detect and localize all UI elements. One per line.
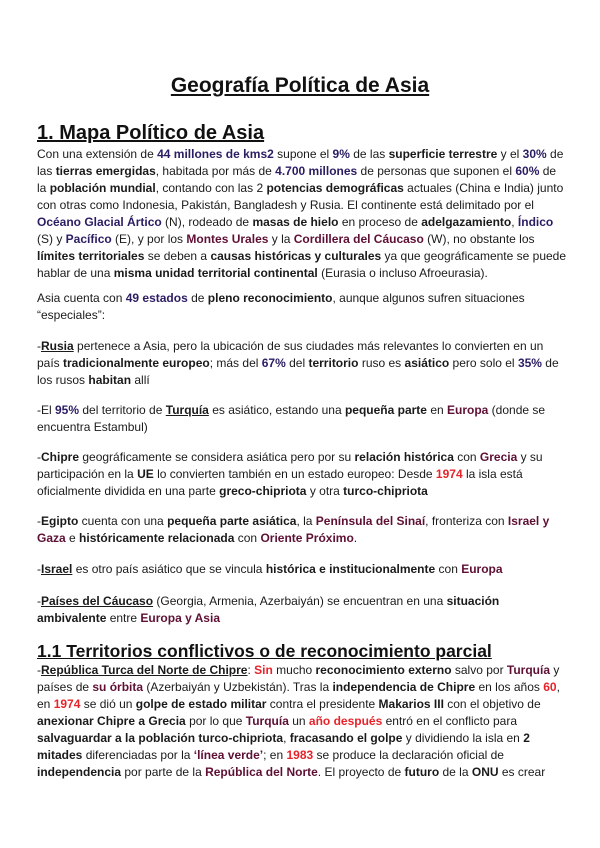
text-run: . El proyecto de <box>317 765 405 779</box>
text-run: 95% <box>55 403 80 417</box>
text-run: tradicionalmente europeo <box>63 356 210 370</box>
paragraph-estados <box>37 290 567 324</box>
text-run: 67% <box>261 356 286 370</box>
text-run: Países del Cáucaso <box>41 594 154 608</box>
text-run: en los años <box>475 680 544 694</box>
text-run: Rusia <box>41 339 74 353</box>
text-run: de los rusos <box>37 356 559 387</box>
text-run: Asia cuenta con <box>37 291 126 305</box>
text-run: en proceso de <box>338 215 422 229</box>
paragraph-rusia <box>37 338 567 389</box>
text-run: (W), no obstante los <box>423 232 535 246</box>
text-run: cuenta con una <box>78 514 168 528</box>
text-run: y dividiendo la isla en <box>402 731 524 745</box>
text-run: la isla está oficialmente dividida en una parte <box>37 467 523 498</box>
text-run: Grecia <box>479 450 518 464</box>
text-run: , habitada por más de <box>155 164 276 178</box>
text-run: (Azerbaiyán y Uzbekistán). Tras la <box>143 680 333 694</box>
text-run: es otro país asiático que se vincula <box>72 562 266 576</box>
text-run: límites territoriales <box>37 249 145 263</box>
text-run: República Turca del Norte de Chipre <box>41 663 248 677</box>
paragraph-caucaso <box>37 593 567 627</box>
text-run: 49 estados <box>125 291 188 305</box>
text-run: causas históricas y culturales <box>210 249 382 263</box>
text-run: (donde se encuentra Estambul) <box>37 403 546 434</box>
text-run: pertenece a Asia, pero la ubicación de sus ciudades más relevantes lo convierten en un país <box>37 339 544 370</box>
text-run: turco-chipriota <box>343 484 428 498</box>
text-run: un <box>288 714 309 728</box>
text-run: , fronteriza con <box>425 514 508 528</box>
text-run: de <box>187 291 208 305</box>
text-run: históricamente relacionada <box>79 531 235 545</box>
text-run: (N), rodeado de <box>161 215 253 229</box>
text-run: potencias demográficas <box>266 181 404 195</box>
paragraph-israel <box>37 561 567 578</box>
text-run: Cordillera del Cáucaso <box>293 232 424 246</box>
text-run: fracasando el golpe <box>289 731 403 745</box>
text-run: 60% <box>515 164 540 178</box>
paragraph-turquia <box>37 402 567 436</box>
paragraph-egipto <box>37 513 567 547</box>
text-run: (S) y <box>37 232 66 246</box>
text-run: misma unidad territorial continental <box>113 266 318 280</box>
text-run: salvaguardar a la población turco-chipriota <box>37 731 284 745</box>
text-run: greco-chipriota <box>219 484 307 498</box>
text-run: (Eurasia o incluso Afroeurasia). <box>317 266 488 280</box>
text-run: , aunque algunos sufren situaciones “especiales”: <box>37 291 525 322</box>
text-run: relación histórica <box>354 450 454 464</box>
text-run: 60 <box>543 680 557 694</box>
text-run: y otra <box>306 484 344 498</box>
text-run: , contando con las 2 <box>155 181 267 195</box>
text-run: Oriente Próximo <box>260 531 354 545</box>
text-run: 4.700 millones <box>275 164 358 178</box>
text-run: y países de <box>37 663 560 694</box>
text-run: Israel <box>41 562 73 576</box>
text-run: -El <box>37 403 55 417</box>
text-run: de las <box>37 147 564 178</box>
text-run: e <box>65 531 80 545</box>
text-run: 2 mitades <box>37 731 530 762</box>
text-run: salvo por <box>451 663 507 677</box>
text-run: habitan <box>88 373 132 387</box>
text-run: y la <box>268 232 294 246</box>
text-run: - <box>37 594 41 608</box>
text-run: reconocimiento externo <box>315 663 452 677</box>
text-run: contra el presidente <box>266 697 379 711</box>
text-run: Sin <box>254 663 273 677</box>
text-run: se deben a <box>144 249 211 263</box>
text-run: masas de hielo <box>252 215 339 229</box>
text-run: , en <box>37 680 560 711</box>
text-run: 44 millones de kms2 <box>157 147 274 161</box>
text-run: población mundial <box>49 181 156 195</box>
text-run: Europa <box>461 562 503 576</box>
text-run: Israel y Gaza <box>37 514 550 545</box>
text-run: UE <box>137 467 154 481</box>
text-run: , la <box>296 514 316 528</box>
text-run: (E), y por los <box>111 232 187 246</box>
text-run: del <box>285 356 309 370</box>
text-run: ya que geográficamente se puede hablar de una <box>37 249 567 280</box>
text-run: pero solo el <box>449 356 518 370</box>
text-run: con <box>234 531 261 545</box>
text-run: 9% <box>332 147 350 161</box>
text-run: Turquía <box>165 403 209 417</box>
text-run: entró en el conflicto para <box>382 714 518 728</box>
text-run: es crear <box>498 765 546 779</box>
text-run: : <box>247 663 255 677</box>
text-run: por parte de la <box>121 765 206 779</box>
text-run: ruso es <box>358 356 405 370</box>
section-heading-mapa-politico: 1. Mapa Político de Asia <box>37 122 265 144</box>
text-run: y su participación en la <box>37 450 543 481</box>
text-run: anexionar Chipre a Grecia <box>37 714 186 728</box>
text-run: con el objetivo de <box>443 697 541 711</box>
text-run: pequeña parte <box>344 403 427 417</box>
text-run: año después <box>308 714 383 728</box>
text-run: Turquía <box>245 714 289 728</box>
text-run: . <box>353 531 358 545</box>
text-run: Montes Urales <box>186 232 269 246</box>
text-run: Turquía <box>506 663 551 677</box>
text-run: - <box>37 514 41 528</box>
text-run: situación ambivalente <box>37 594 500 625</box>
text-run: es asiático, estando una <box>208 403 345 417</box>
text-run: entre <box>106 611 141 625</box>
text-run: territorio <box>308 356 359 370</box>
text-run: futuro <box>404 765 440 779</box>
text-run: pequeña parte asiática <box>167 514 297 528</box>
paragraph-chipre-norte <box>37 662 567 781</box>
text-run: diferenciadas por la <box>82 748 194 762</box>
text-run: asiático <box>404 356 450 370</box>
text-run: histórica e institucionalmente <box>265 562 436 576</box>
text-run: - <box>37 339 41 353</box>
text-run: adelgazamiento <box>421 215 512 229</box>
text-run: supone el <box>273 147 333 161</box>
text-run: 1974 <box>53 697 81 711</box>
text-run: Con una extensión de <box>37 147 158 161</box>
text-run: 35% <box>517 356 542 370</box>
text-run: mucho <box>272 663 316 677</box>
text-run: Pacífico <box>65 232 112 246</box>
text-run: por lo que <box>185 714 246 728</box>
text-run: - <box>37 562 41 576</box>
text-run: Península del Sinaí <box>315 514 426 528</box>
text-run: golpe de estado militar <box>135 697 267 711</box>
text-run: Océano Glacial Ártico <box>37 215 162 229</box>
text-run: del territorio de <box>79 403 166 417</box>
page-title: Geografía Política de Asia <box>170 74 430 97</box>
text-run: se produce la declaración oficial de <box>313 748 504 762</box>
text-run: Europa <box>447 403 489 417</box>
text-run: 1974 <box>435 467 463 481</box>
paragraph-extension <box>37 146 567 282</box>
text-run: con <box>453 450 480 464</box>
text-run: ; en <box>263 748 287 762</box>
text-run: , <box>283 731 290 745</box>
text-run: ‘línea verde’ <box>193 748 264 762</box>
text-run: Europa y Asia <box>140 611 220 625</box>
text-run: - <box>37 663 41 677</box>
text-run: ; más del <box>209 356 262 370</box>
text-run: ONU <box>471 765 499 779</box>
text-run: en <box>426 403 447 417</box>
text-run: Chipre <box>41 450 80 464</box>
text-run: República del Norte <box>205 765 318 779</box>
paragraph-chipre <box>37 449 567 500</box>
text-run: y el <box>497 147 523 161</box>
text-run: (Georgia, Armenia, Azerbaiyán) se encuentran en una <box>153 594 447 608</box>
text-run: tierras emergidas <box>55 164 156 178</box>
text-run: geográficamente se considera asiática pero por su <box>79 450 355 464</box>
text-run: Makarios III <box>378 697 444 711</box>
section-heading-territorios-conflictivos: 1.1 Territorios conflictivos o de reconocimiento parcial <box>37 641 492 661</box>
text-run: - <box>37 450 41 464</box>
text-run: de personas que suponen el <box>357 164 516 178</box>
text-run: actuales (China e India) junto con otras como Indonesia, Pakistán, Bangladesh y Rusia. El continente está delimitado por el <box>37 181 564 212</box>
text-run: su órbita <box>92 680 144 694</box>
text-run: se dió un <box>80 697 136 711</box>
text-run: 30% <box>522 147 547 161</box>
text-run: de la <box>439 765 472 779</box>
text-run: allí <box>131 373 150 387</box>
text-run: independencia de Chipre <box>332 680 476 694</box>
text-run: de las <box>349 147 389 161</box>
text-run: independencia <box>37 765 122 779</box>
text-run: con <box>435 562 462 576</box>
text-run: superficie terrestre <box>388 147 498 161</box>
text-run: de la <box>37 164 557 195</box>
text-run: Egipto <box>41 514 79 528</box>
text-run: 1983 <box>286 748 314 762</box>
text-run: Índico <box>517 215 554 229</box>
text-run: pleno reconocimiento <box>207 291 333 305</box>
text-run: , <box>511 215 518 229</box>
text-run: lo convierten también en un estado europeo: Desde <box>153 467 436 481</box>
